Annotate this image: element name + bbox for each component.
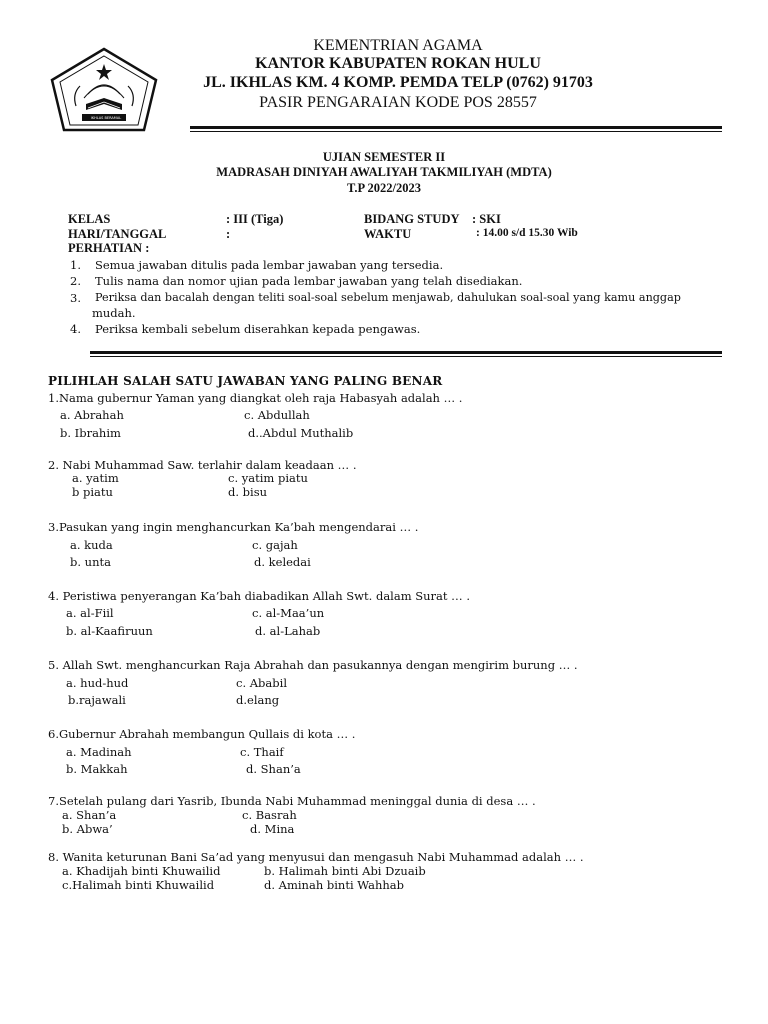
option-c: c. Ababil — [236, 676, 287, 690]
option-a: a. hud-hud — [66, 676, 129, 690]
header-office: KANTOR KABUPATEN ROKAN HULU — [255, 55, 541, 72]
exam-year: T.P 2022/2023 — [346, 181, 422, 195]
instruction-text: Periksa kembali sebelum diserahkan kepada pengawas. — [95, 322, 421, 336]
instruction-num: 4. — [70, 322, 81, 336]
option-d: d. Shan’a — [246, 762, 301, 776]
option-b: b. al-Kaafiruun — [66, 624, 153, 638]
section-rule-thick — [90, 351, 722, 354]
header-postcode: PASIR PENGARAIAN KODE POS 28557 — [259, 94, 537, 111]
option-a: a. Khadijah binti Khuwailid — [62, 864, 221, 878]
kelas-value: : III (Tiga) — [226, 212, 284, 226]
question-text: 5. Allah Swt. menghancurkan Raja Abrahah dan pasukannya dengan mengirim burung … . — [48, 658, 578, 672]
question-text: 3.Pasukan yang ingin menghancurkan Ka’bah mengendarai … . — [48, 520, 419, 534]
option-a: a. Abrahah — [60, 408, 124, 422]
option-b: b piatu — [72, 485, 113, 499]
option-b: b. Halimah binti Abi Dzuaib — [264, 864, 426, 878]
hari-value: : — [226, 227, 231, 241]
header-rule-thin — [190, 131, 722, 132]
option-d: d.elang — [236, 693, 280, 707]
question-text: 1.Nama gubernur Yaman yang diangkat oleh raja Habasyah adalah … . — [48, 391, 463, 405]
option-d: d. al-Lahab — [255, 624, 321, 638]
exam-title: UJIAN SEMESTER II — [322, 150, 446, 164]
waktu-label: WAKTU — [364, 227, 412, 241]
header-ministry: KEMENTRIAN AGAMA — [313, 37, 483, 54]
option-d: d. bisu — [228, 485, 268, 499]
question-text: 4. Peristiwa penyerangan Ka’bah diabadikan Allah Swt. dalam Surat … . — [48, 589, 470, 603]
waktu-value: : 14.00 s/d 15.30 Wib — [476, 227, 578, 239]
kelas-label: KELAS — [68, 212, 111, 226]
header-address: JL. IKHLAS KM. 4 KOMP. PEMDA TELP (0762) 91703 — [203, 74, 593, 91]
option-c: c.Halimah binti Khuwailid — [62, 878, 215, 892]
section-rule-thin — [90, 356, 722, 357]
option-c: c. al-Maa’un — [252, 606, 325, 620]
option-c: c. Thaif — [240, 745, 284, 759]
option-b: b. Makkah — [66, 762, 128, 776]
option-b: b. unta — [70, 555, 111, 569]
option-d: d. Aminah binti Wahhab — [264, 878, 404, 892]
option-c: c. yatim piatu — [228, 471, 308, 485]
option-c: c. gajah — [252, 538, 298, 552]
bidang-label: BIDANG STUDY — [364, 212, 460, 226]
instruction-text: Semua jawaban ditulis pada lembar jawaban yang tersedia. — [95, 258, 444, 272]
logo-caption: IKHLAS BERAMAL — [90, 116, 122, 120]
hari-label: HARI/TANGGAL — [68, 227, 167, 241]
question-text: 7.Setelah pulang dari Yasrib, Ibunda Nabi Muhammad meninggal dunia di desa … . — [48, 794, 536, 808]
option-a: a. al-Fiil — [66, 606, 114, 620]
option-b: b.rajawali — [68, 693, 126, 707]
exam-school: MADRASAH DINIYAH AWALIYAH TAKMILIYAH (MDTA) — [216, 165, 552, 179]
option-d: d. Mina — [250, 822, 295, 836]
perhatian-label: PERHATIAN : — [68, 241, 150, 255]
instruction-num: 3. — [70, 291, 81, 305]
question-text: 2. Nabi Muhammad Saw. terlahir dalam keadaan … . — [48, 458, 357, 472]
instruction-text: Tulis nama dan nomor ujian pada lembar jawaban yang telah disediakan. — [95, 274, 523, 288]
option-b: b. Ibrahim — [60, 426, 121, 440]
option-a: a. kuda — [70, 538, 113, 552]
option-d: d..Abdul Muthalib — [248, 426, 354, 440]
option-a: a. Madinah — [66, 745, 132, 759]
instruction-text: Periksa dan bacalah dengan teliti soal-soal sebelum menjawab, dahulukan soal-soal yang kamu anggap — [95, 291, 681, 304]
question-text: 8. Wanita keturunan Bani Sa’ad yang menyusui dan mengasuh Nabi Muhammad adalah … . — [48, 850, 584, 864]
section-title: PILIHLAH SALAH SATU JAWABAN YANG PALING BENAR — [48, 374, 443, 388]
option-a: a. yatim — [72, 471, 119, 485]
question-text: 6.Gubernur Abrahah membangun Qullais di kota … . — [48, 727, 356, 741]
option-c: c. Abdullah — [244, 408, 310, 422]
instruction-text-cont: mudah. — [92, 306, 136, 320]
option-b: b. Abwa’ — [62, 822, 113, 836]
kemenag-logo — [48, 46, 160, 134]
instruction-num: 2. — [70, 274, 81, 288]
instruction-num: 1. — [70, 258, 81, 272]
option-d: d. keledai — [254, 555, 311, 569]
bidang-value: : SKI — [472, 212, 501, 226]
option-c: c. Basrah — [242, 808, 297, 822]
header-rule-thick — [190, 126, 722, 129]
option-a: a. Shan’a — [62, 808, 117, 822]
